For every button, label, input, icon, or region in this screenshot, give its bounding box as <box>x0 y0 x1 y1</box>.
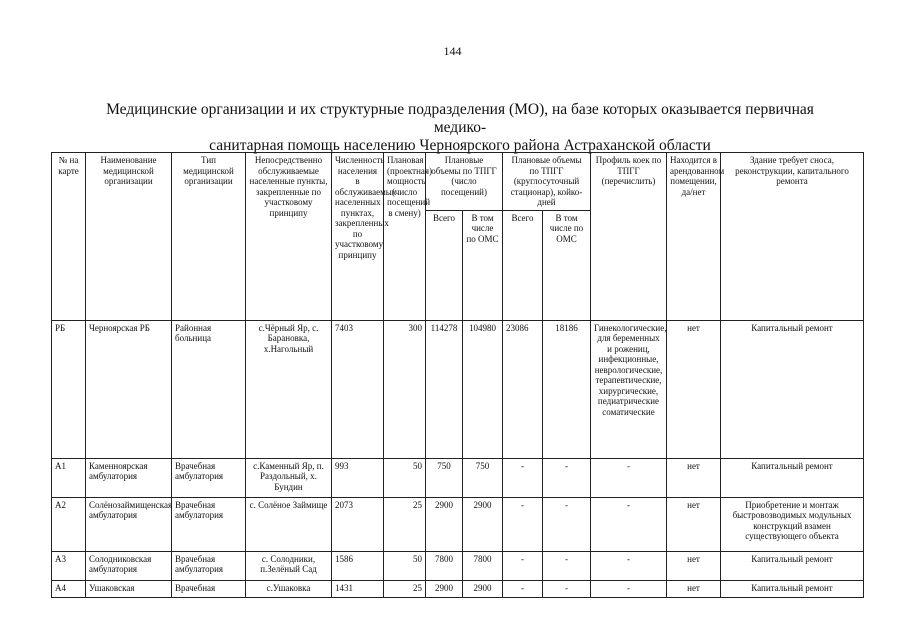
cell-type: Врачебная амбулатория <box>172 458 246 497</box>
cell-capacity: 300 <box>384 320 426 458</box>
cell-rented: нет <box>667 497 721 551</box>
cell-beds-oms: 18186 <box>543 320 591 458</box>
cell-visits-total: 7800 <box>426 551 463 580</box>
cell-building: Капитальный ремонт <box>721 458 864 497</box>
cell-type: Районная больница <box>172 320 246 458</box>
cell-beds-oms: - <box>543 497 591 551</box>
cell-building: Капитальный ремонт <box>721 580 864 597</box>
cell-num: А4 <box>52 580 86 597</box>
cell-name: Ушаковская <box>86 580 172 597</box>
cell-beds-total: - <box>503 458 543 497</box>
header-capacity: Плановая (проектная) мощность (число посещений в смену) <box>384 153 426 321</box>
cell-settlements: с. Солодники, п.Зелёный Сад <box>246 551 332 580</box>
cell-beds-total: - <box>503 497 543 551</box>
cell-building: Капитальный ремонт <box>721 320 864 458</box>
page-bottom-margin <box>0 598 905 640</box>
cell-visits-oms: 750 <box>463 458 503 497</box>
header-population: Численность населения в обслуживаемых населенных пунктах, закрепленных по участковому принципу <box>332 153 384 321</box>
cell-num: А2 <box>52 497 86 551</box>
header-name: Наименование медицинской организации <box>86 153 172 321</box>
cell-type: Врачебная амбулатория <box>172 551 246 580</box>
cell-settlements: с.Каменный Яр, п. Раздольный, х. Бундин <box>246 458 332 497</box>
cell-visits-oms: 2900 <box>463 497 503 551</box>
title-line-2: санитарная помощь населению Черноярского района Астраханской области <box>209 137 711 154</box>
cell-settlements: с. Солёное Займище <box>246 497 332 551</box>
cell-population: 2073 <box>332 497 384 551</box>
cell-capacity: 50 <box>384 551 426 580</box>
header-row <box>52 153 864 211</box>
cell-beds-oms: - <box>543 458 591 497</box>
header-type: Тип медицинской организации <box>172 153 246 321</box>
cell-building: Капитальный ремонт <box>721 551 864 580</box>
cell-num: А1 <box>52 458 86 497</box>
cell-capacity: 25 <box>384 497 426 551</box>
header-rented: Находится в арендованном помещении, да/нет <box>667 153 721 321</box>
header-profile: Профиль коек по ТПГГ (перечислить) <box>591 153 667 321</box>
header-settlements: Непосредственно обслуживаемые населенные пункты, закрепленные по участковому принципу <box>246 153 332 321</box>
cell-profile: Гинекологические, для беременных и рожениц, инфекционные, неврологические, терапевтические, хирургические, педиатрические соматические <box>591 320 667 458</box>
cell-name: Черноярская РБ <box>86 320 172 458</box>
header-building: Здание требует сноса, реконструкции, капитального ремонта <box>721 153 864 321</box>
cell-type: Врачебная <box>172 580 246 597</box>
cell-population: 1586 <box>332 551 384 580</box>
cell-settlements: с.Чёрный Яр, с. Барановка, х.Нагольный <box>246 320 332 458</box>
cell-name: Солёнозаймищенская амбулатория <box>86 497 172 551</box>
cell-beds-total: - <box>503 580 543 597</box>
cell-profile: - <box>591 497 667 551</box>
cell-profile: - <box>591 458 667 497</box>
cell-rented: нет <box>667 458 721 497</box>
cell-beds-total: 23086 <box>503 320 543 458</box>
header-beds-total: Всего <box>503 210 543 320</box>
title-line-1: Медицинские организации и их структурные подразделения (МО), на базе которых оказывается первичная медико- <box>106 101 814 136</box>
header-num: № на карте <box>52 153 86 321</box>
table-row <box>52 320 864 458</box>
cell-beds-total: - <box>503 551 543 580</box>
header-beds-group: Плановые объемы по ТПГГ (круглосуточный стационар), койко-дней <box>503 153 591 211</box>
table-row <box>52 497 864 551</box>
cell-rented: нет <box>667 551 721 580</box>
table-row <box>52 580 864 597</box>
cell-visits-total: 2900 <box>426 497 463 551</box>
page-number: 144 <box>443 44 462 58</box>
cell-capacity: 25 <box>384 580 426 597</box>
cell-num: А3 <box>52 551 86 580</box>
table-row <box>52 458 864 497</box>
header-beds-oms: В том числе по ОМС <box>543 210 591 320</box>
cell-visits-oms: 2900 <box>463 580 503 597</box>
cell-rented: нет <box>667 580 721 597</box>
cell-building: Приобретение и монтаж быстровозводимых модульных конструкций взамен существующего объекта <box>721 497 864 551</box>
cell-population: 7403 <box>332 320 384 458</box>
cell-profile: - <box>591 580 667 597</box>
cell-settlements: с.Ушаковка <box>246 580 332 597</box>
cell-visits-oms: 104980 <box>463 320 503 458</box>
document-title <box>90 101 830 155</box>
medical-organizations-table <box>51 152 864 598</box>
table-row <box>52 551 864 580</box>
cell-visits-total: 2900 <box>426 580 463 597</box>
cell-capacity: 50 <box>384 458 426 497</box>
cell-name: Солодниковская амбулатория <box>86 551 172 580</box>
cell-visits-oms: 7800 <box>463 551 503 580</box>
cell-beds-oms: - <box>543 580 591 597</box>
cell-population: 993 <box>332 458 384 497</box>
cell-profile: - <box>591 551 667 580</box>
cell-num: РБ <box>52 320 86 458</box>
header-visits-oms: В том числе по ОМС <box>463 210 503 320</box>
cell-population: 1431 <box>332 580 384 597</box>
cell-name: Каменноярская амбулатория <box>86 458 172 497</box>
cell-rented: нет <box>667 320 721 458</box>
cell-visits-total: 114278 <box>426 320 463 458</box>
cell-beds-oms: - <box>543 551 591 580</box>
cell-visits-total: 750 <box>426 458 463 497</box>
header-visits-group: Плановые объемы по ТПГГ (число посещений) <box>426 153 503 211</box>
header-visits-total: Всего <box>426 210 463 320</box>
cell-type: Врачебная амбулатория <box>172 497 246 551</box>
